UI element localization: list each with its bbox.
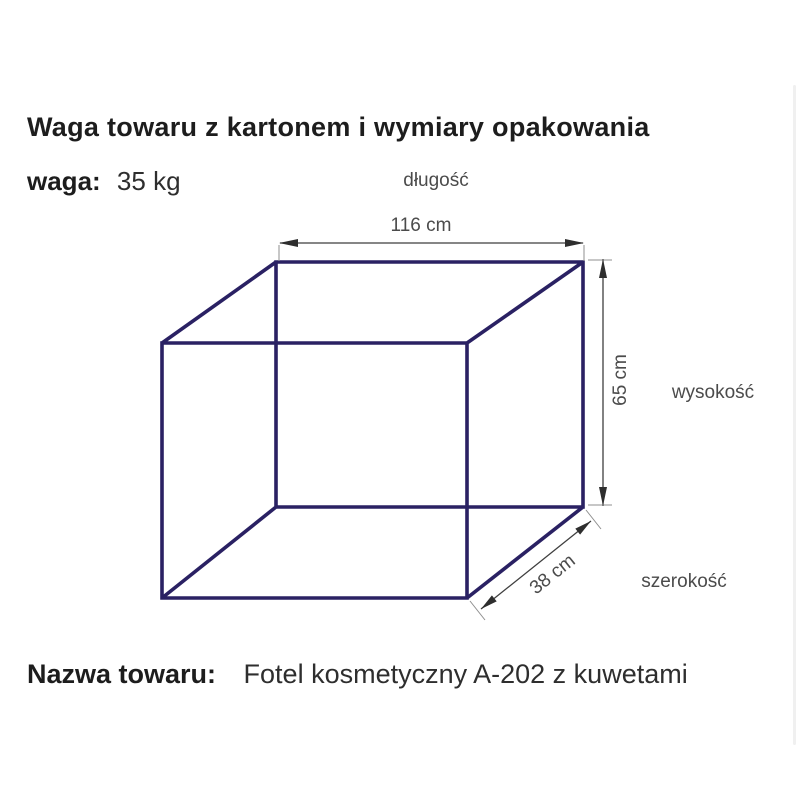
length-dimension-value: 116 cm bbox=[390, 215, 452, 236]
width-arrow-top-icon bbox=[575, 521, 591, 535]
weight-label: waga: bbox=[27, 166, 101, 196]
height-arrow-top-icon bbox=[599, 259, 607, 278]
product-name-value: Fotel kosmetyczny A-202 z kuwetami bbox=[243, 659, 688, 689]
length-arrow-left-icon bbox=[279, 239, 298, 247]
length-axis-label: długość bbox=[403, 170, 469, 191]
page-edge-divider bbox=[793, 85, 796, 745]
page-title: Waga towaru z kartonem i wymiary opakowania bbox=[27, 112, 650, 142]
weight-value: 35 kg bbox=[116, 166, 181, 196]
width-dimension-value: 38 cm bbox=[525, 550, 580, 599]
product-name-label: Nazwa towaru: bbox=[27, 659, 217, 689]
box-wireframe-path bbox=[162, 262, 583, 598]
height-axis-label: wysokość bbox=[671, 382, 755, 403]
dimension-arrowheads bbox=[279, 239, 607, 609]
height-dimension-value: 65 cm bbox=[610, 354, 631, 406]
width-axis-label: szerokość bbox=[641, 571, 727, 592]
width-arrow-bottom-icon bbox=[481, 595, 497, 609]
height-arrow-bottom-icon bbox=[599, 487, 607, 506]
dimension-lines bbox=[280, 243, 603, 609]
length-arrow-right-icon bbox=[565, 239, 584, 247]
product-name-line bbox=[27, 659, 688, 690]
